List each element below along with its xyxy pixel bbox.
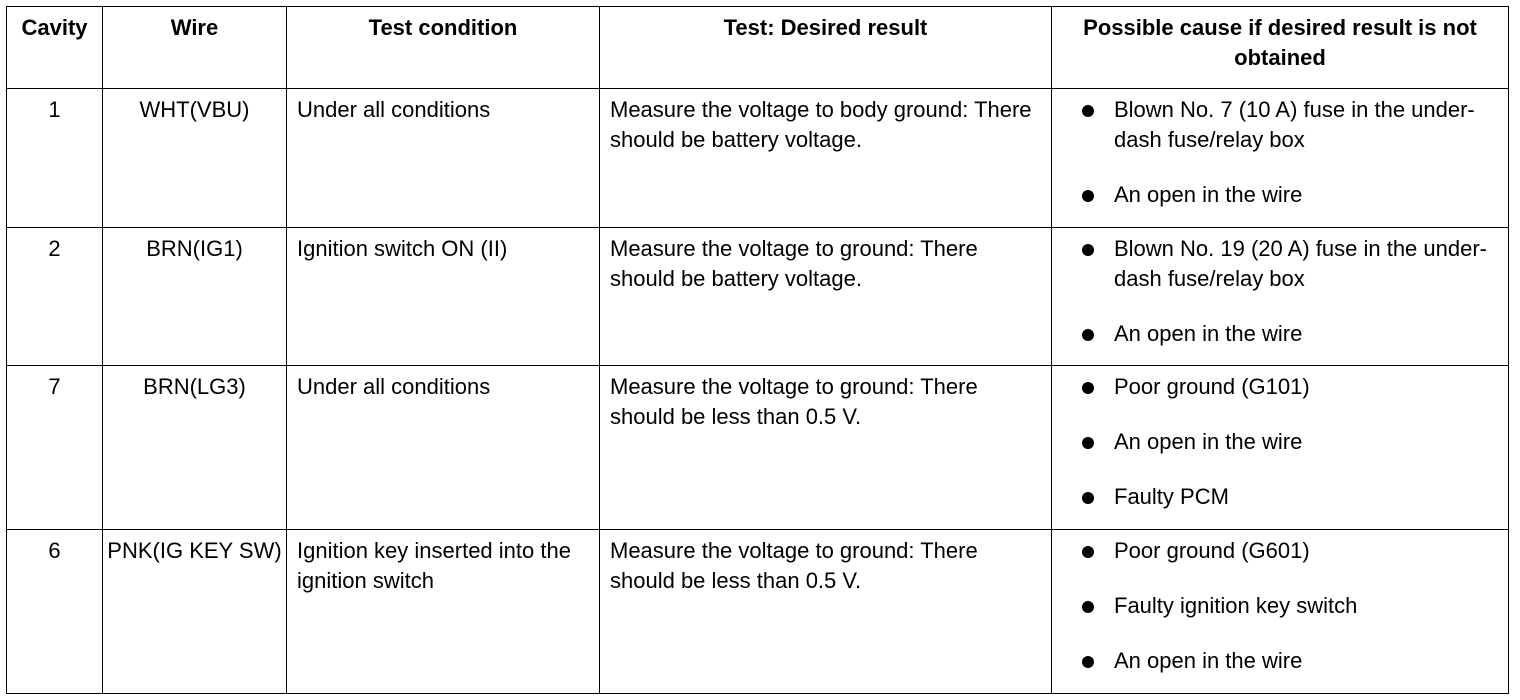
condition-cell: Under all conditions xyxy=(287,89,600,228)
cause-text: Blown No. 7 (10 A) fuse in the under-dash fuse/relay box xyxy=(1114,97,1475,152)
cause-list xyxy=(1082,372,1500,512)
result-cell: Measure the voltage to ground: There should be battery voltage. xyxy=(600,228,1052,366)
cause-text: An open in the wire xyxy=(1114,429,1303,454)
bullet-icon xyxy=(1082,437,1094,449)
cause-text: An open in the wire xyxy=(1114,182,1303,207)
header-cavity: Cavity xyxy=(7,7,103,89)
cause-item xyxy=(1082,536,1500,566)
cause-text: Poor ground (G101) xyxy=(1114,374,1310,399)
cause-text: Faulty ignition key switch xyxy=(1114,593,1358,618)
cause-list xyxy=(1082,536,1500,676)
cause-item xyxy=(1082,372,1500,402)
bullet-icon xyxy=(1082,601,1094,613)
table-row xyxy=(7,366,1509,530)
bullet-icon xyxy=(1082,105,1094,117)
wire-cell: PNK(IG KEY SW) xyxy=(103,530,287,694)
cavity-cell: 2 xyxy=(7,228,103,366)
cause-cell xyxy=(1052,366,1509,530)
table-row xyxy=(7,89,1509,228)
bullet-icon xyxy=(1082,190,1094,202)
result-cell: Measure the voltage to ground: There should be less than 0.5 V. xyxy=(600,530,1052,694)
cause-text: An open in the wire xyxy=(1114,321,1303,346)
cavity-cell: 1 xyxy=(7,89,103,228)
condition-cell: Ignition switch ON (II) xyxy=(287,228,600,366)
bullet-icon xyxy=(1082,244,1094,256)
header-wire: Wire xyxy=(103,7,287,89)
cavity-cell: 7 xyxy=(7,366,103,530)
bullet-icon xyxy=(1082,656,1094,668)
cause-item xyxy=(1082,591,1500,621)
bullet-icon xyxy=(1082,546,1094,558)
condition-cell: Under all conditions xyxy=(287,366,600,530)
cause-item xyxy=(1082,646,1500,676)
cause-list xyxy=(1082,95,1500,210)
wire-cell: BRN(LG3) xyxy=(103,366,287,530)
header-row xyxy=(7,7,1509,89)
cause-item xyxy=(1082,95,1500,155)
wire-cell: BRN(IG1) xyxy=(103,228,287,366)
cause-item xyxy=(1082,234,1500,294)
bullet-icon xyxy=(1082,329,1094,341)
bullet-icon xyxy=(1082,492,1094,504)
cause-cell xyxy=(1052,530,1509,694)
cavity-cell: 6 xyxy=(7,530,103,694)
cause-text: Faulty PCM xyxy=(1114,484,1229,509)
condition-cell: Ignition key inserted into the ignition switch xyxy=(287,530,600,694)
cause-cell xyxy=(1052,228,1509,366)
header-desired-result: Test: Desired result xyxy=(600,7,1052,89)
wire-cell: WHT(VBU) xyxy=(103,89,287,228)
result-cell: Measure the voltage to ground: There should be less than 0.5 V. xyxy=(600,366,1052,530)
cause-item xyxy=(1082,482,1500,512)
cause-item xyxy=(1082,319,1500,349)
result-cell: Measure the voltage to body ground: There should be battery voltage. xyxy=(600,89,1052,228)
header-possible-cause: Possible cause if desired result is not obtained xyxy=(1052,7,1509,89)
bullet-icon xyxy=(1082,382,1094,394)
cause-item xyxy=(1082,427,1500,457)
header-test-condition: Test condition xyxy=(287,7,600,89)
cause-cell xyxy=(1052,89,1509,228)
cause-text: An open in the wire xyxy=(1114,648,1303,673)
cause-text: Poor ground (G601) xyxy=(1114,538,1310,563)
connector-test-table xyxy=(6,6,1509,694)
cause-text: Blown No. 19 (20 A) fuse in the under-dash fuse/relay box xyxy=(1114,236,1487,291)
table-row xyxy=(7,228,1509,366)
cause-list xyxy=(1082,234,1500,349)
table-row xyxy=(7,530,1509,694)
cause-item xyxy=(1082,180,1500,210)
